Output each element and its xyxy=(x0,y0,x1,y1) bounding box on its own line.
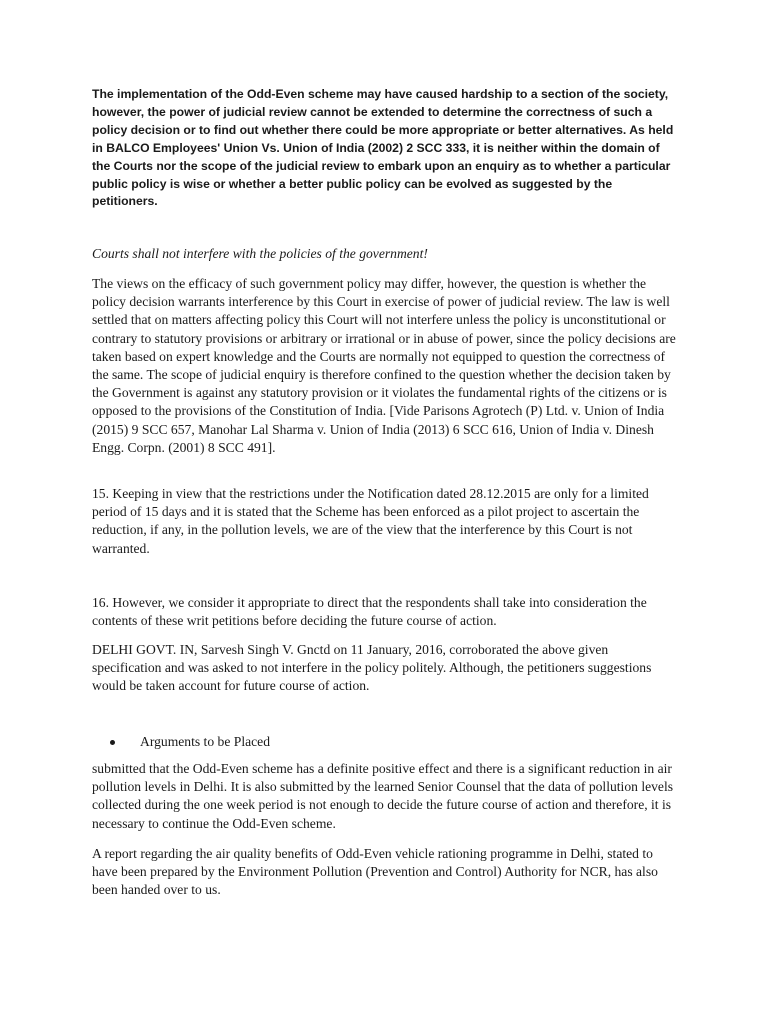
paragraph-16: 16. However, we consider it appropriate to direct that the respondents shall take into consideration the contents of these writ petitions before deciding the future course of action. xyxy=(92,595,647,629)
intro-paragraph: The implementation of the Odd-Even scheme may have caused hardship to a section of the society, however, the power of judicial review cannot be extended to determine the correctness of such a policy decision or to find out whether there could be more appropriate or better alternatives. As held in BALCO Employees' Union Vs. Union of India (2002) 2 SCC 333, it is neither within the domain of the Courts nor the scope of the judicial review to embark upon an enquiry as to whether a particular public policy is wise or whether a better public policy can be evolved as suggested by the petitioners. xyxy=(92,87,674,209)
bullet-icon xyxy=(110,740,115,745)
submitted-paragraph: submitted that the Odd-Even scheme has a definite positive effect and there is a significant reduction in air pollution levels in Delhi. It is also submitted by the learned Senior Counsel that the data of pollution levels collected during the one week period is not enough to decide the future course of action and therefore, it is necessary to continue the Odd-Even scheme. xyxy=(92,761,674,831)
report-paragraph: A report regarding the air quality benefits of Odd-Even vehicle rationing programme in Delhi, stated to have been prepared by the Environment Pollution (Prevention and Control) Authority for NCR, has also been handed over to us. xyxy=(92,846,658,898)
paragraph-15: 15. Keeping in view that the restrictions under the Notification dated 28.12.2015 are only for a limited period of 15 days and it is stated that the Scheme has been enforced as a pilot project to ascertain the reduction, if any, in the pollution levels, we are of the view that the interference by this Court is not warranted. xyxy=(92,486,649,556)
views-paragraph: The views on the efficacy of such government policy may differ, however, the question is whether the policy decision warrants interference by this Court in exercise of power of judicial review. The law is well settled that on matters affecting policy this Court will not interfere unless the policy is unconstitutional or contrary to statutory provisions or arbitrary or irrational or in abuse of power, since the policy decisions are taken based on expert knowledge and the Courts are normally not equipped to question the correctness of the same. The scope of judicial enquiry is therefore confined to the question whether the decision taken by the Government is against any statutory provision or it violates the fundamental rights of the citizens or is opposed to the provisions of the Constitution of India. [Vide Parisons Agrotech (P) Ltd. v. Union of India (2015) 9 SCC 657, Manohar Lal Sharma v. Union of India (2013) 6 SCC 616, Union of India v. Dinesh Engg. Corpn. (2001) 8 SCC 491]. xyxy=(92,276,676,455)
delhi-govt-paragraph: DELHI GOVT. IN, Sarvesh Singh V. Gnctd on 11 January, 2016, corroborated the above given specification and was asked to not interfere in the policy politely. Although, the petitioners suggestions would be taken account for future course of action. xyxy=(92,642,652,694)
bullet-item xyxy=(110,733,270,751)
bullet-label: Arguments to be Placed xyxy=(140,734,270,749)
section-heading: Courts shall not interfere with the policies of the government! xyxy=(92,246,428,261)
